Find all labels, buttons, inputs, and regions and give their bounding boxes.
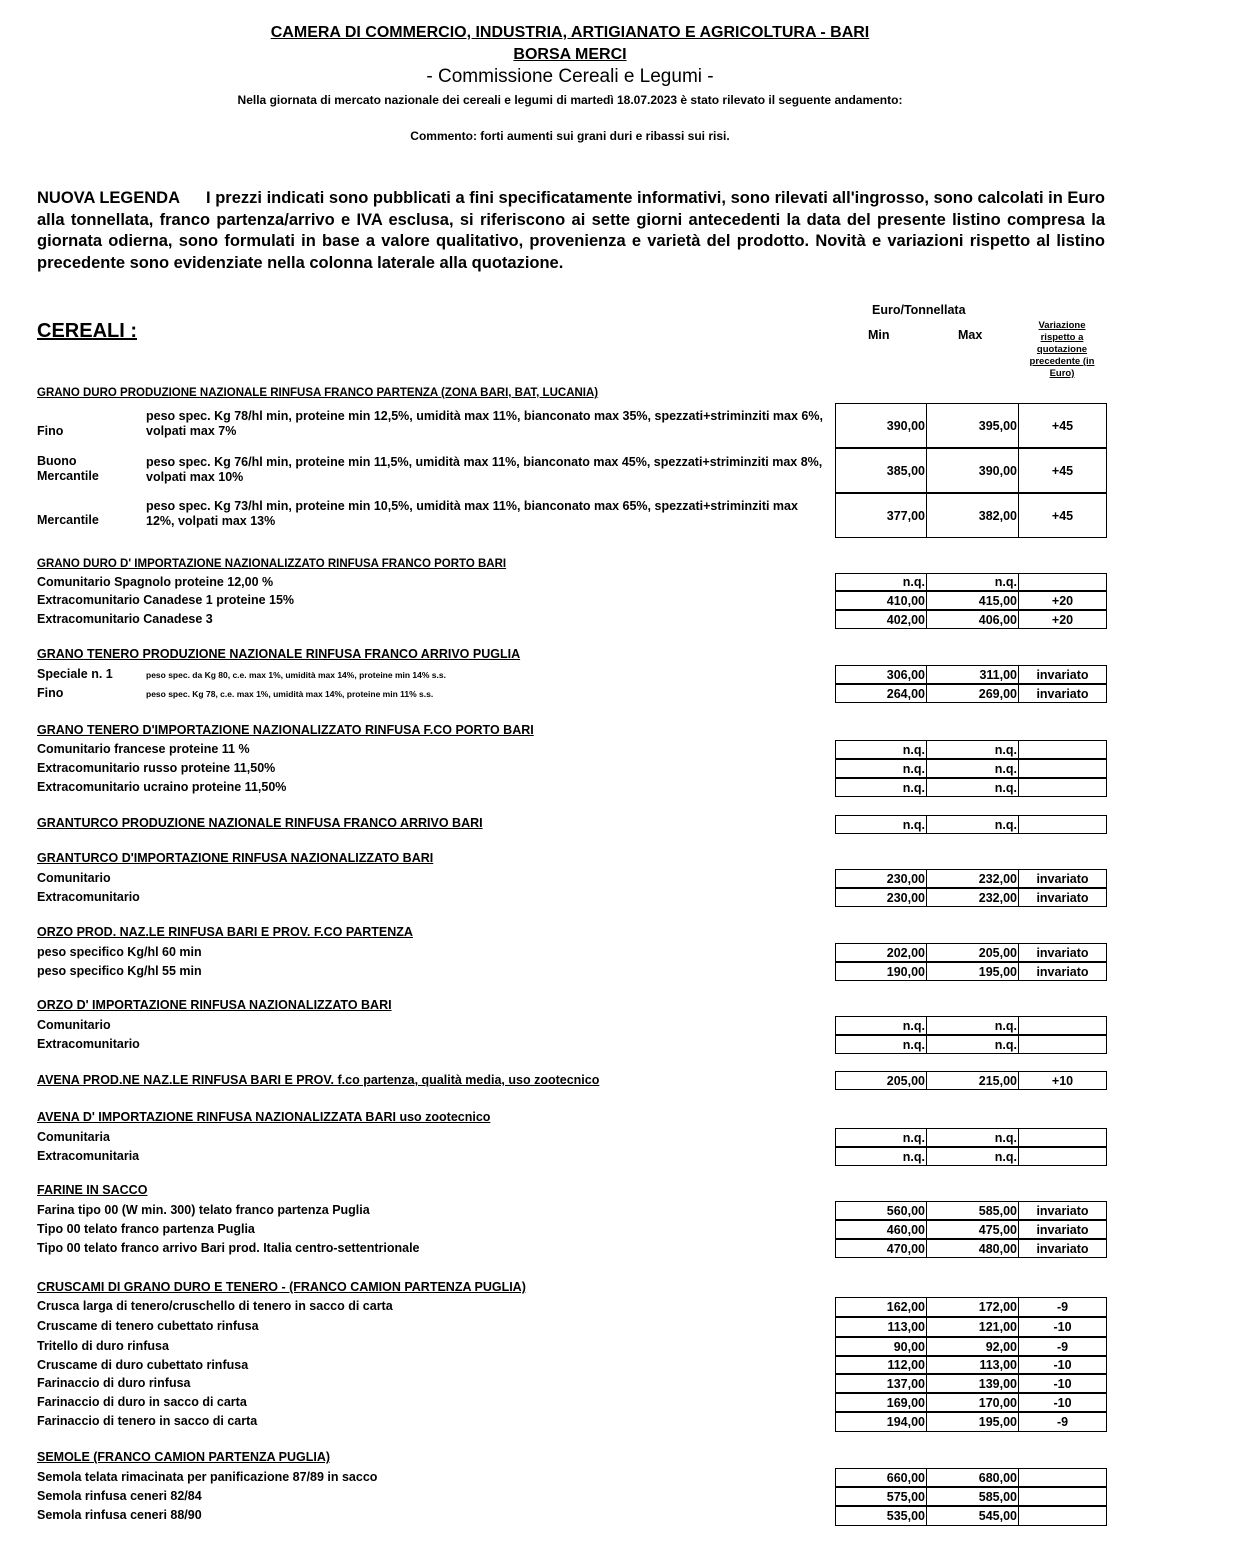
row-description: peso spec. Kg 73/hl min, proteine min 10,5%, umidità max 11%, bianconato max 65%, spezzati+striminziti max 12%, volpati max 13%: [146, 499, 798, 528]
price-variation-cell: +10: [1051, 1073, 1074, 1088]
price-variation-cell: invariato: [1036, 1222, 1089, 1237]
section-title: [37, 647, 520, 661]
row-label: Extracomunitario: [37, 890, 140, 904]
price-variation-cell: invariato: [1036, 964, 1089, 979]
price-max-cell: 195,00: [927, 963, 1019, 980]
price-row: [835, 1220, 1107, 1239]
section-title-text: GRANO DURO PRODUZIONE NAZIONALE RINFUSA FRANCO PARTENZA (ZONA BARI, BAT, LUCANIA): [37, 387, 599, 399]
price-min-cell: 470,00: [836, 1240, 927, 1257]
row-label: Extracomunitario Canadese 1 proteine 15%: [37, 593, 295, 607]
price-min-cell: 112,00: [836, 1357, 927, 1373]
section-title: [37, 558, 506, 570]
section-title-text: CRUSCAMI DI GRANO DURO E TENERO - (FRANCO CAMION PARTENZA PUGLIA): [37, 1280, 526, 1294]
row-label: Farinaccio di tenero in sacco di carta: [37, 1414, 258, 1428]
section-title: [37, 387, 598, 399]
row-label: Extracomunitaria: [37, 1149, 140, 1163]
price-max-cell: 269,00: [927, 685, 1019, 702]
price-min-cell: n.q.: [836, 1129, 927, 1146]
row-label: Extracomunitario russo proteine 11,50%: [37, 761, 276, 775]
price-min-cell: 377,00: [836, 494, 927, 537]
price-max-cell: 195,00: [927, 1413, 1019, 1431]
price-max-cell: n.q.: [927, 574, 1019, 590]
price-row: [835, 403, 1107, 448]
price-min-cell: 230,00: [836, 870, 927, 887]
row-label: Fino: [37, 424, 64, 438]
price-max-cell: 113,00: [927, 1357, 1019, 1373]
price-row: [835, 778, 1107, 797]
price-variation-cell: -9: [1056, 1339, 1069, 1354]
price-variation-cell: [1019, 760, 1106, 777]
price-variation-cell: [1019, 1036, 1106, 1053]
price-variation-cell: [1019, 1129, 1106, 1146]
price-row: [835, 1071, 1107, 1090]
price-min-cell: 90,00: [836, 1338, 927, 1355]
price-max-cell: 395,00: [927, 404, 1019, 447]
price-row: [835, 1506, 1107, 1526]
price-min-cell: 137,00: [836, 1375, 927, 1392]
row-description: peso spec. Kg 78, c.e. max 1%, umidità max 14%, proteine min 11% s.s.: [146, 689, 434, 699]
section-title: [37, 925, 413, 939]
price-max-cell: 311,00: [927, 666, 1019, 683]
price-row: [835, 493, 1107, 538]
section-title-text: ORZO PROD. NAZ.LE RINFUSA BARI E PROV. F.CO PARTENZA: [37, 925, 413, 939]
price-max-cell: n.q.: [927, 760, 1019, 777]
price-row: [835, 1317, 1107, 1337]
price-row: [835, 665, 1107, 684]
price-min-cell: 190,00: [836, 963, 927, 980]
section-title-text: GRANO DURO D' IMPORTAZIONE NAZIONALIZZATO RINFUSA FRANCO PORTO BARI: [37, 558, 507, 570]
section-title: [37, 816, 483, 830]
price-variation-cell: [1019, 1507, 1106, 1525]
price-variation-cell: -10: [1053, 1358, 1072, 1372]
section-title-text: GRANO TENERO D'IMPORTAZIONE NAZIONALIZZATO RINFUSA F.CO PORTO BARI: [37, 723, 534, 737]
price-variation-cell: [1019, 1488, 1106, 1505]
price-variation-cell: -10: [1053, 1376, 1072, 1391]
price-variation-cell: +20: [1051, 593, 1074, 608]
legenda-title: NUOVA LEGENDA: [37, 189, 181, 207]
row-description: peso spec. da Kg 80, c.e. max 1%, umidità max 14%, proteine min 14% s.s.: [146, 670, 446, 680]
price-row: [835, 815, 1107, 834]
price-max-cell: n.q.: [927, 816, 1019, 833]
price-variation-cell: [1019, 741, 1106, 758]
price-max-cell: 232,00: [927, 889, 1019, 906]
price-row: [835, 1337, 1107, 1356]
price-row: [835, 684, 1107, 703]
row-label: Extracomunitario: [37, 1037, 140, 1051]
price-min-cell: n.q.: [836, 1036, 927, 1053]
price-max-cell: n.q.: [927, 1036, 1019, 1053]
price-variation-cell: invariato: [1036, 667, 1089, 682]
row-label: Crusca larga di tenero/cruschello di tenero in sacco di carta: [37, 1299, 393, 1313]
price-variation-cell: [1019, 1148, 1106, 1165]
section-title-text: ORZO D' IMPORTAZIONE RINFUSA NAZIONALIZZATO BARI: [37, 998, 392, 1012]
row-label: peso specifico Kg/hl 55 min: [37, 964, 202, 978]
price-min-cell: 660,00: [836, 1469, 927, 1486]
price-row: [835, 1016, 1107, 1035]
section-title: [37, 1280, 526, 1294]
price-min-cell: 113,00: [836, 1318, 927, 1336]
price-max-cell: 415,00: [927, 592, 1019, 609]
price-max-cell: 232,00: [927, 870, 1019, 887]
price-max-cell: n.q.: [927, 779, 1019, 796]
price-row: [835, 869, 1107, 888]
price-row: [835, 448, 1107, 493]
price-variation-cell: invariato: [1036, 1241, 1089, 1256]
price-variation-cell: +45: [1051, 418, 1074, 433]
row-label: Tritello di duro rinfusa: [37, 1339, 169, 1353]
price-min-cell: 390,00: [836, 404, 927, 447]
price-min-cell: 410,00: [836, 592, 927, 609]
row-label: Farina tipo 00 (W min. 300) telato franco partenza Puglia: [37, 1203, 370, 1217]
price-variation-cell: -9: [1056, 1300, 1069, 1314]
section-title-text: AVENA PROD.NE NAZ.LE RINFUSA BARI E PROV.: [37, 1073, 335, 1087]
section-title-text: GRANTURCO PRODUZIONE NAZIONALE RINFUSA FRANCO ARRIVO BARI: [37, 816, 483, 830]
row-label: Comunitario: [37, 871, 111, 885]
row-label: Fino: [37, 686, 64, 700]
price-variation-cell: invariato: [1036, 871, 1089, 886]
column-min-header: Min: [868, 328, 890, 342]
price-variation-cell: invariato: [1036, 890, 1089, 905]
row-label: Farinaccio di duro rinfusa: [37, 1376, 191, 1390]
price-row: [835, 888, 1107, 907]
price-min-cell: 205,00: [836, 1072, 927, 1089]
price-max-cell: 172,00: [927, 1298, 1019, 1316]
price-variation-cell: [1019, 574, 1106, 590]
price-variation-cell: -10: [1053, 1395, 1072, 1410]
price-row: [835, 1468, 1107, 1487]
legenda-paragraph: [37, 188, 1105, 274]
price-row: [835, 943, 1107, 962]
price-variation-cell: +45: [1051, 463, 1074, 478]
price-variation-cell: invariato: [1036, 686, 1089, 701]
header-line-1: CAMERA DI COMMERCIO, INDUSTRIA, ARTIGIANATO E AGRICOLTURA - BARI: [270, 24, 870, 41]
price-max-cell: 215,00: [927, 1072, 1019, 1089]
row-label: Extracomunitario Canadese 3: [37, 612, 213, 626]
price-max-cell: 545,00: [927, 1507, 1019, 1525]
price-row: [835, 1201, 1107, 1220]
row-label: Tipo 00 telato franco partenza Puglia: [37, 1222, 255, 1236]
price-max-cell: 406,00: [927, 611, 1019, 628]
price-max-cell: n.q.: [927, 1129, 1019, 1146]
column-max-header: Max: [958, 328, 983, 342]
price-min-cell: 194,00: [836, 1413, 927, 1431]
price-max-cell: 121,00: [927, 1318, 1019, 1336]
price-variation-cell: [1019, 1017, 1106, 1034]
price-min-cell: 264,00: [836, 685, 927, 702]
price-min-cell: n.q.: [836, 779, 927, 796]
price-min-cell: 460,00: [836, 1221, 927, 1238]
header-comment: Commento: forti aumenti sui grani duri e ribassi sui risi.: [410, 129, 730, 143]
price-row: [835, 1035, 1107, 1054]
price-max-cell: 480,00: [927, 1240, 1019, 1257]
price-row: [835, 1487, 1107, 1506]
price-max-cell: 680,00: [927, 1469, 1019, 1486]
price-min-cell: 385,00: [836, 449, 927, 492]
price-row: [835, 740, 1107, 759]
price-min-cell: 402,00: [836, 611, 927, 628]
price-variation-cell: -10: [1053, 1320, 1072, 1334]
row-label: Cruscame di duro cubettato rinfusa: [37, 1358, 249, 1372]
price-max-cell: 205,00: [927, 944, 1019, 961]
section-title-text: GRANO TENERO PRODUZIONE NAZIONALE RINFUSA FRANCO ARRIVO PUGLIA: [37, 647, 521, 661]
section-title: [37, 1450, 330, 1464]
row-label: Buono Mercantile: [37, 454, 99, 483]
row-label: Farinaccio di duro in sacco di carta: [37, 1395, 247, 1409]
price-variation-cell: [1019, 1469, 1106, 1486]
price-min-cell: 202,00: [836, 944, 927, 961]
section-title: [37, 1110, 490, 1124]
column-variation-header: Variazione rispetto a quotazione precedente (in Euro): [1029, 320, 1095, 379]
price-min-cell: n.q.: [836, 1148, 927, 1165]
section-title: [37, 1073, 599, 1087]
header-line-4: Nella giornata di mercato nazionale dei cereali e legumi di martedì 18.07.2023 è stato rilevato il seguente andamento:: [237, 93, 903, 107]
row-label: Comunitario: [37, 1018, 111, 1032]
price-max-cell: 170,00: [927, 1394, 1019, 1411]
price-max-cell: n.q.: [927, 1017, 1019, 1034]
section-title: [37, 1183, 147, 1197]
row-label: Semola telata rimacinata per panificazione 87/89 in sacco: [37, 1470, 378, 1484]
section-title-note: f.co partenza, qualità media, uso zootecnico: [334, 1073, 600, 1087]
section-title-text: AVENA D' IMPORTAZIONE RINFUSA NAZIONALIZZATA BARI uso zootecnico: [37, 1110, 491, 1124]
header-line-3: - Commissione Cereali e Legumi -: [426, 66, 714, 87]
legenda-text: I prezzi indicati sono pubblicati a fini specificatamente informativi, sono rilevati all'ingrosso, sono calcolati in Euro alla tonnellata, franco partenza/arrivo e IVA esclusa, si riferiscono ai sette giorni antecedenti la data del presente listino compresa la giornata odierna, sono formulati in base a valore qualitativo, provenienza e varietà del prodotto. Novità e variazioni rispetto al listino precedente sono evidenziate nella colonna laterale alla quotazione.: [37, 189, 1105, 272]
price-row: [835, 962, 1107, 981]
price-min-cell: 535,00: [836, 1507, 927, 1525]
price-row: [835, 610, 1107, 629]
row-label: Semola rinfusa ceneri 82/84: [37, 1489, 202, 1503]
section-title: [37, 851, 433, 865]
header-line-2: BORSA MERCI: [513, 46, 627, 63]
price-min-cell: 169,00: [836, 1394, 927, 1411]
price-max-cell: 475,00: [927, 1221, 1019, 1238]
price-variation-cell: +45: [1051, 508, 1074, 523]
price-row: [835, 1393, 1107, 1412]
unit-header: Euro/Tonnellata: [872, 303, 966, 317]
price-max-cell: 382,00: [927, 494, 1019, 537]
price-row: [835, 1356, 1107, 1374]
price-variation-cell: +20: [1051, 612, 1074, 627]
section-title-text: SEMOLE (FRANCO CAMION PARTENZA PUGLIA): [37, 1450, 331, 1464]
row-label: Comunitario Spagnolo proteine 12,00 %: [37, 575, 274, 589]
price-variation-cell: -9: [1056, 1415, 1069, 1429]
row-label: Semola rinfusa ceneri 88/90: [37, 1508, 202, 1522]
price-min-cell: n.q.: [836, 816, 927, 833]
price-min-cell: 560,00: [836, 1202, 927, 1219]
price-row: [835, 1239, 1107, 1258]
price-row: [835, 1412, 1107, 1432]
price-min-cell: 162,00: [836, 1298, 927, 1316]
price-row: [835, 591, 1107, 610]
row-label: Comunitaria: [37, 1130, 110, 1144]
section-title-text: FARINE IN SACCO: [37, 1183, 148, 1197]
price-min-cell: 230,00: [836, 889, 927, 906]
price-max-cell: 390,00: [927, 449, 1019, 492]
price-row: [835, 1128, 1107, 1147]
section-heading-cereali: CEREALI :: [37, 320, 137, 342]
price-min-cell: n.q.: [836, 574, 927, 590]
row-label: Extracomunitario ucraino proteine 11,50%: [37, 780, 287, 794]
section-title: [37, 723, 534, 737]
price-min-cell: 306,00: [836, 666, 927, 683]
price-min-cell: n.q.: [836, 1017, 927, 1034]
price-row: [835, 1297, 1107, 1317]
row-label: peso specifico Kg/hl 60 min: [37, 945, 202, 959]
price-row: [835, 1374, 1107, 1393]
row-label: Mercantile: [37, 513, 99, 527]
section-title: [37, 998, 392, 1012]
price-min-cell: n.q.: [836, 741, 927, 758]
row-description: peso spec. Kg 76/hl min, proteine min 11,5%, umidità max 11%, bianconato max 45%, spezzati+striminziti max 8%, volpati max 10%: [146, 455, 823, 484]
price-max-cell: 139,00: [927, 1375, 1019, 1392]
section-title-text: GRANTURCO D'IMPORTAZIONE RINFUSA NAZIONALIZZATO BARI: [37, 851, 434, 865]
price-max-cell: 585,00: [927, 1488, 1019, 1505]
row-label: Tipo 00 telato franco arrivo Bari prod. Italia centro-settentrionale: [37, 1241, 420, 1255]
price-variation-cell: invariato: [1036, 945, 1089, 960]
price-min-cell: n.q.: [836, 760, 927, 777]
row-label: Speciale n. 1: [37, 667, 113, 681]
price-row: [835, 759, 1107, 778]
price-min-cell: 575,00: [836, 1488, 927, 1505]
row-description: peso spec. Kg 78/hl min, proteine min 12,5%, umidità max 11%, bianconato max 35%, spezzati+striminziti max 6%, volpati max 7%: [146, 409, 823, 438]
row-label: Comunitario francese proteine 11 %: [37, 742, 250, 756]
price-variation-cell: [1019, 779, 1106, 796]
row-label: Cruscame di tenero cubettato rinfusa: [37, 1319, 259, 1333]
price-max-cell: 92,00: [927, 1338, 1019, 1355]
price-variation-cell: [1019, 816, 1106, 833]
price-max-cell: 585,00: [927, 1202, 1019, 1219]
price-variation-cell: invariato: [1036, 1203, 1089, 1218]
price-max-cell: n.q.: [927, 1148, 1019, 1165]
price-row: [835, 573, 1107, 591]
price-row: [835, 1147, 1107, 1166]
price-max-cell: n.q.: [927, 741, 1019, 758]
